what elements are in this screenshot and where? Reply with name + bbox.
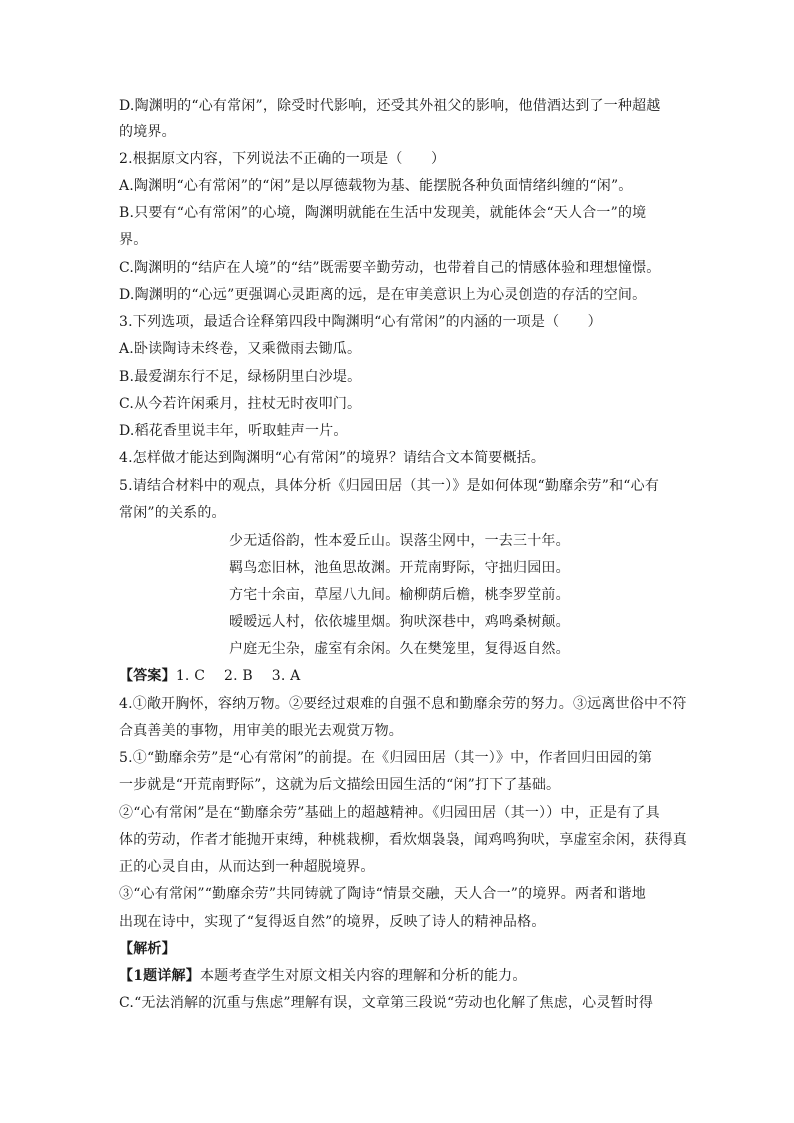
detail-c-line: C.“无法消解的沉重与焦虑”理解有误，文章第三段说“劳动也化解了焦虑，心灵暂时得 [119, 995, 654, 1011]
answer-4-line-2: 合真善美的事物，用审美的眼光去观赏万物。 [119, 723, 403, 739]
question-3: 3.下列选项，最适合诠释第四段中陶渊明“心有常闲”的内涵的一项是（ ） [119, 314, 602, 330]
answer-key-line [119, 666, 300, 686]
q3-option-a: A.卧读陶诗未终卷，又乘微雨去锄瓜。 [119, 341, 362, 357]
answer-5-line-1: 5.①“勤靡余劳”是“心有常闲”的前提。在《归园田居（其一）》中，作者回归田园的第 [119, 750, 653, 766]
q2-option-b-line-2: 界。 [119, 232, 148, 248]
poem-line: 暧暧远人村，依依墟里烟。狗吠深巷中，鸡鸣桑树颠。 [229, 614, 570, 630]
poem-line: 羁鸟恋旧林，池鱼思故渊。开荒南野际，守拙归园田。 [229, 560, 570, 576]
q2-option-c: C.陶渊明的“结庐在人境”的“结”既需要辛勤劳动，也带着自己的情感体验和理想憧憬。 [119, 260, 661, 276]
poem-line: 方宅十余亩，草屋八九间。榆柳荫后檐，桃李罗堂前。 [229, 587, 570, 603]
q2-option-d: D.陶渊明的“心远”更强调心灵距离的远，是在审美意识上为心灵创造的存活的空间。 [119, 287, 647, 303]
question-4: 4.怎样做才能达到陶渊明“心有常闲”的境界？请结合文本简要概括。 [119, 450, 546, 466]
q3-option-b: B.最爱湖东行不足，绿杨阴里白沙堤。 [119, 369, 362, 385]
answer-5-point-3-line-1: ③“心有常闲”“勤靡余劳”共同铸就了陶诗“情景交融，天人合一”的境界。两者和谐地 [119, 886, 646, 902]
q2-option-a: A.陶渊明“心有常闲”的“闲”是以厚德载物为基、能摆脱各种负面情绪纠缠的“闲”。 [119, 178, 633, 194]
poem-line: 少无适俗韵，性本爱丘山。误落尘网中，一去三十年。 [229, 533, 570, 549]
answer-5-line-2: 一步就是“开荒南野际”，这就为后文描绘田园生活的“闲”打下了基础。 [119, 777, 561, 793]
option-d-line-2: 的境界。 [119, 124, 176, 140]
answer-5-point-2-line-3: 正的心灵自由，从而达到一种超脱境界。 [119, 859, 375, 875]
answer-label: 【答案】 [119, 668, 176, 684]
q3-option-d: D.稻花香里说丰年，听取蛙声一片。 [119, 423, 348, 439]
question-5-line-1: 5.请结合材料中的观点，具体分析《归园田居（其一）》是如何体现“勤靡余劳”和“心有 [119, 478, 660, 494]
answer-5-point-3-line-2: 出现在诗中，实现了“复得返自然”的境界，反映了诗人的精神品格。 [119, 914, 546, 930]
analysis-label: 【解析】 [119, 941, 176, 957]
q2-option-b-line-1: B.只要有“心有常闲”的心境，陶渊明就能在生活中发现美，就能体会“天人合一”的境 [119, 205, 647, 221]
question-5-line-2: 常闲”的关系的。 [119, 505, 226, 521]
detail-label: 【1题详解】 [119, 968, 200, 984]
option-d-line-1: D.陶渊明的“心有常闲”，除受时代影响，还受其外祖父的影响，他借酒达到了一种超越 [119, 98, 661, 114]
answer-5-point-2-line-2: 体的劳动，作者才能抛开束缚，种桃栽柳，看炊烟袅袅，闻鸡鸣狗吠，享虚室余闲，获得真 [119, 832, 687, 848]
poem-line: 户庭无尘杂，虚室有余闲。久在樊笼里，复得返自然。 [229, 641, 570, 657]
answer-values: 1. C 2. B 3. A [175, 668, 301, 684]
answer-5-point-2-line-1: ②“心有常闲”是在“勤靡余劳”基础上的超越精神。《归园田居（其一））中，正是有了具 [119, 805, 660, 821]
detail-text: 本题考查学生对原文相关内容的理解和分析的能力。 [199, 968, 527, 984]
q3-option-c: C.从今若许闲乘月，拄杖无时夜叩门。 [119, 396, 362, 412]
answer-4-line-1: 4.①敞开胸怀，容纳万物。②要经过艰难的自强不息和勤靡余劳的努力。③远离世俗中不符 [119, 696, 687, 712]
question-2: 2.根据原文内容，下列说法不正确的一项是（ ） [119, 151, 446, 167]
detail-1-line [119, 966, 527, 986]
